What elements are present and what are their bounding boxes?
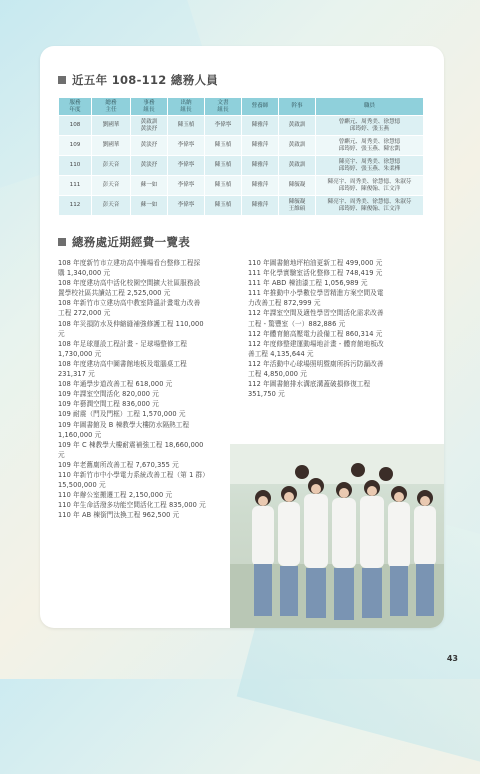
table-cell: 108: [59, 116, 92, 136]
table-cell: 黃啟訓: [279, 116, 316, 136]
header-dietitian: 營養師: [242, 98, 279, 116]
fund-line: 1,160,000 元: [58, 430, 102, 439]
table-cell: 陳玉楨: [205, 156, 242, 176]
fund-line: 110 年辦公室搬遷工程 2,150,000 元: [58, 491, 173, 500]
fund-line: 110 年新竹市中小學電力系統改善工程（第 1 群）: [58, 470, 209, 479]
staff-table: [58, 97, 424, 216]
fund-line: 15,500,000 元: [58, 481, 106, 490]
header-cashier-chief: 出納 組長: [168, 98, 205, 116]
fund-line: 工程 4,850,000 元: [248, 370, 307, 379]
fund-line: 351,750 元: [248, 390, 285, 399]
fund-line: 108 年度新竹市立建功高中操場看台整修工程採: [58, 259, 201, 267]
table-cell: 黃淡抒: [131, 156, 168, 176]
header-director: 總務 主任: [92, 98, 131, 116]
table-cell: 陳雅萍: [242, 196, 279, 216]
fund-line: 110 年生命活潑多功能空間活化工程 835,000 元: [58, 501, 206, 510]
table-cell: 彭天音: [92, 176, 131, 196]
fund-line: 108 年足球運設工程計畫 - 足球場整修工程: [58, 339, 188, 348]
fund-line: 109 年課室空間活化 820,000 元: [58, 390, 159, 399]
fund-line: 108 年度建功高中活化校園空間擴大社區服務設: [58, 279, 201, 288]
table-cell: 黃淡抒: [131, 136, 168, 156]
fund-line: 109 耐震（門及門框）工程 1,570,000 元: [58, 410, 186, 419]
content-card: [40, 46, 444, 628]
section-heading-staff: [58, 72, 218, 88]
table-cell: 110: [59, 156, 92, 176]
header-year: 服務 年度: [59, 98, 92, 116]
fund-line: 工程 - 驚豐室（一）882,886 元: [248, 319, 346, 328]
table-cell: 黃啟訓: [279, 156, 316, 176]
table-cell: 111: [59, 176, 92, 196]
fund-line: 231,317 元: [58, 370, 95, 379]
funds-list-left: [58, 258, 242, 520]
table-cell: 蘇一如: [131, 176, 168, 196]
funds-list-right: [248, 258, 428, 399]
square-bullet-icon: [58, 238, 66, 246]
staff-group-photo: [230, 444, 444, 628]
table-row: [59, 176, 424, 196]
table-cell: 陳雅萍: [242, 136, 279, 156]
square-bullet-icon: [58, 76, 66, 84]
fund-line: 置學校社區共讀站工程 2,525,000 元: [58, 289, 171, 298]
fund-line: 112 年體育館高壓電力設備工程 860,314 元: [248, 329, 383, 338]
table-cell: 陳玉楨: [205, 176, 242, 196]
fund-line: 善工程 4,135,644 元: [248, 349, 314, 358]
table-row: [59, 156, 424, 176]
header-officer: 幹事: [279, 98, 316, 116]
fund-line: 111 年化學實驗室活化整修工程 748,419 元: [248, 269, 383, 278]
table-cell: 李偉寧: [168, 136, 205, 156]
table-cell: 曾麒元、周秀美、徐慧憶 邱筠婷、張玉燕: [316, 116, 424, 136]
fund-line: 109 年圖書館及 B 棟教學大樓防水隔熱工程: [58, 420, 190, 429]
table-cell: 李偉寧: [168, 156, 205, 176]
fund-line: 購 1,340,000 元: [58, 269, 111, 278]
table-cell: 陳玉楨: [205, 136, 242, 156]
table-cell: 黃啟訓 黃淡抒: [131, 116, 168, 136]
fund-line: 108 年通學步道改善工程 618,000 元: [58, 380, 173, 389]
header-affairs-chief: 事務 組長: [131, 98, 168, 116]
page-number: 43: [446, 654, 458, 663]
table-cell: 李偉寧: [168, 196, 205, 216]
table-cell: 陳玉楨: [168, 116, 205, 136]
fund-line: 112 年課室空間及適性學習空間活化需求改善: [248, 309, 384, 318]
group-photo-illustration: [230, 444, 444, 628]
fund-line: 110 年 AB 棟銜門汰換工程 962,500 元: [58, 511, 180, 520]
fund-line: 109 年老舊廁所改善工程 7,670,355 元: [58, 460, 179, 469]
table-cell: 陳毓凝 王維碩: [279, 196, 316, 216]
table-header-row: [59, 98, 424, 116]
fund-line: 工程 272,000 元: [58, 309, 111, 318]
table-cell: 112: [59, 196, 92, 216]
fund-line: 108 年災損防水及伸縮縫補強修護工程 110,000: [58, 319, 204, 328]
table-cell: 彭天音: [92, 156, 131, 176]
fund-line: 112 年度修整建運動場地計畫 - 體育館地板改: [248, 339, 384, 348]
fund-line: 108 年度建功高中圖書館地板及電腦桌工程: [58, 359, 187, 368]
table-cell: 劉國華: [92, 116, 131, 136]
fund-line: 111 年 ABD 棟油漆工程 1,056,989 元: [248, 279, 368, 288]
table-cell: 蘇一如: [131, 196, 168, 216]
fund-line: 110 年圖書館地坪柏油更新工程 499,000 元: [248, 259, 383, 267]
table-cell: 陳雅萍: [242, 176, 279, 196]
table-cell: 陳毓凝: [279, 176, 316, 196]
table-cell: 陳亮宇、周秀美、徐慧憶、朱淑芬 邱筠婷、陳俊翰、江文洋: [316, 176, 424, 196]
section-title-staff: 近五年 108-112 總務人員: [72, 73, 219, 87]
fund-line: 112 年活動中心球場照明暨廁所拆污防漏改善: [248, 359, 384, 368]
table-cell: 曾麒元、周秀美、徐慧憶 邱筠婷、張玉燕、陳宏凱: [316, 136, 424, 156]
table-row: [59, 196, 424, 216]
table-cell: 劉國華: [92, 136, 131, 156]
fund-line: 109 年 C 棟教學大樓耐震補強工程 18,660,000: [58, 440, 204, 449]
fund-line: 力改善工程 872,999 元: [248, 299, 321, 308]
table-cell: 李偉寧: [205, 116, 242, 136]
fund-line: 108 年新竹市立建功高中教室降溫計畫電力改善: [58, 299, 201, 308]
table-row: [59, 136, 424, 156]
table-cell: 陳玉楨: [205, 196, 242, 216]
table-cell: 陳亮宇、周秀美、徐慧憶 邱筠婷、張玉燕、朱柔樺: [316, 156, 424, 176]
table-cell: 109: [59, 136, 92, 156]
fund-line: 111 年推動中小學數位學習精進方案空間及電: [248, 289, 384, 298]
table-row: [59, 116, 424, 136]
table-cell: 李偉寧: [168, 176, 205, 196]
table-cell: 黃啟訓: [279, 136, 316, 156]
table-cell: 彭天音: [92, 196, 131, 216]
fund-line: 109 年藝潤空間工程 836,000 元: [58, 400, 159, 409]
fund-line: 1,730,000 元: [58, 349, 102, 358]
table-cell: 陳雅萍: [242, 116, 279, 136]
header-staff: 職員: [316, 98, 424, 116]
fund-line: 112 年圖書館排水溝底溝蓋破損修復工程: [248, 380, 371, 389]
fund-line: 元: [58, 450, 65, 459]
section-heading-funds: [58, 234, 190, 250]
table-cell: 陳亮宇、周秀美、徐慧憶、朱淑芬 邱筠婷、陳俊翰、江文洋: [316, 196, 424, 216]
table-cell: 陳雅萍: [242, 156, 279, 176]
header-document-chief: 文書 組長: [205, 98, 242, 116]
fund-line: 元: [58, 329, 65, 338]
section-title-funds: 總務處近期經費一覽表: [72, 235, 190, 249]
